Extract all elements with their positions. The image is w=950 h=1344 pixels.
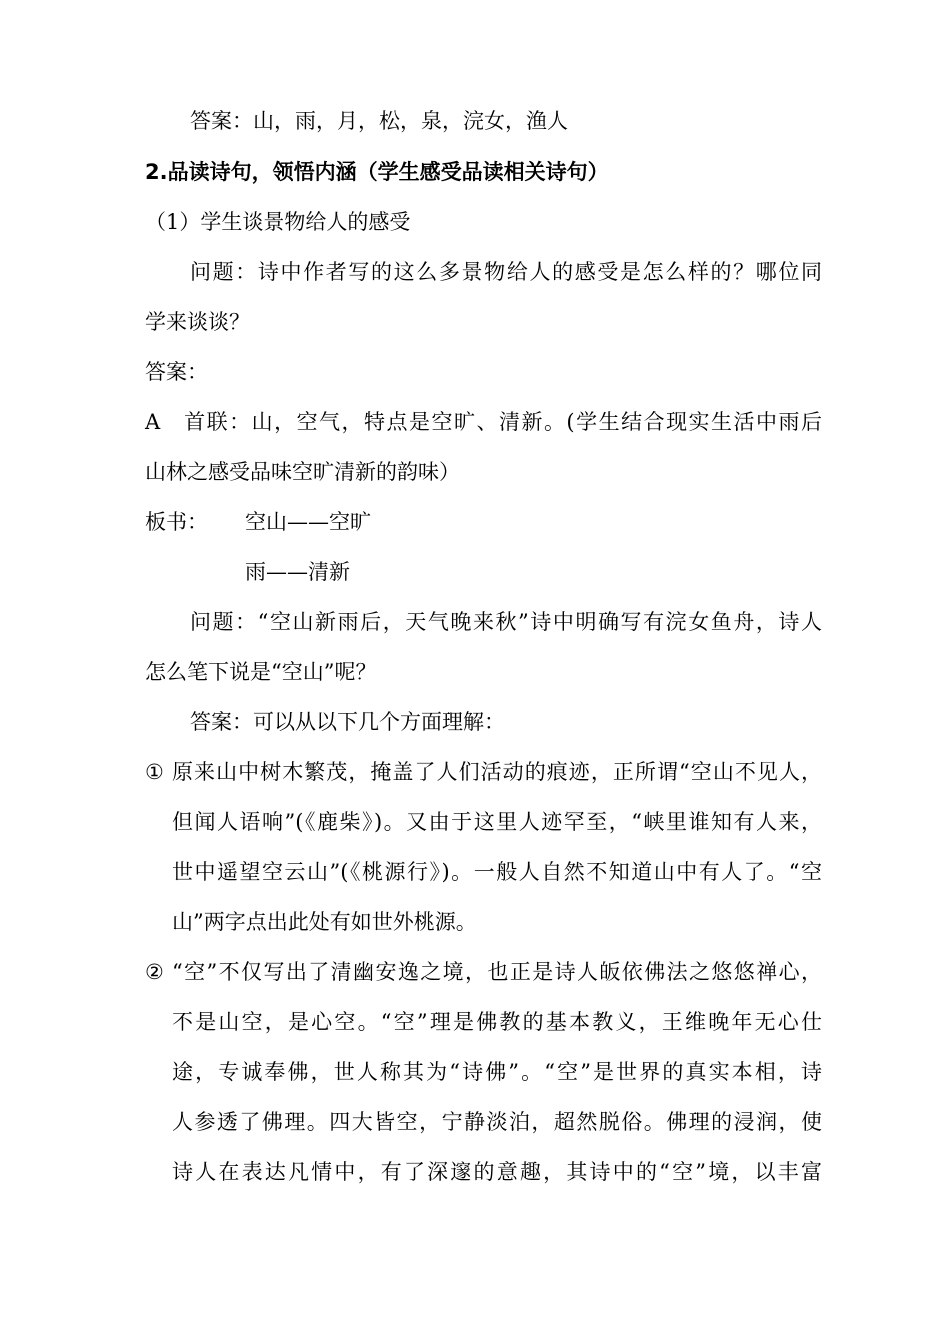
blackboard-item-2: 雨——清新 xyxy=(245,560,350,584)
answer2-intro: 答案：可以从以下几个方面理解： xyxy=(190,710,505,734)
section-heading-2: 2.品读诗句，领悟内涵（学生感受品读相关诗句） xyxy=(145,160,609,184)
answer-a-line-2: 山林之感受品味空旷清新的韵味） xyxy=(145,460,460,484)
point2-line-1: “空”不仅写出了清幽安逸之境，也正是诗人皈依佛法之悠悠禅心， xyxy=(172,960,822,984)
blackboard-label: 板书： xyxy=(145,510,208,534)
point2-line-2: 不是山空，是心空。“空”理是佛教的基本教义，王维晚年无心仕 xyxy=(172,1010,822,1034)
answer-line-scenery: 答案：山，雨，月，松，泉，浣女，渔人 xyxy=(190,109,568,133)
list-marker-2: ② xyxy=(145,960,164,984)
point1-line-2: 但闻人语响”(《鹿柴》)。又由于这里人迹罕至，“峡里谁知有人来， xyxy=(172,810,822,834)
point2-line-3: 途，专诚奉佛，世人称其为“诗佛”。“空”是世界的真实本相，诗 xyxy=(172,1060,822,1084)
question2-line-2: 怎么笔下说是“空山”呢？ xyxy=(145,660,377,684)
point1-line-4: 山”两字点出此处有如世外桃源。 xyxy=(172,910,477,934)
point2-line-4: 人参透了佛理。四大皆空，宁静淡泊，超然脱俗。佛理的浸润，使 xyxy=(172,1110,822,1134)
point1-line-1: 原来山中树木繁茂，掩盖了人们活动的痕迹，正所谓“空山不见人， xyxy=(172,760,822,784)
point1-line-3: 世中遥望空云山”(《桃源行》)。一般人自然不知道山中有人了。“空 xyxy=(172,860,822,884)
question-line-2: 学来谈谈？ xyxy=(145,310,250,334)
subsection-heading-1: （1）学生谈景物给人的感受 xyxy=(145,210,411,234)
point2-line-5: 诗人在表达凡情中，有了深邃的意趣，其诗中的“空”境，以丰富 xyxy=(172,1160,822,1184)
question2-line-1: 问题：“空山新雨后，天气晚来秋”诗中明确写有浣女鱼舟，诗人 xyxy=(190,610,822,634)
list-marker-1: ① xyxy=(145,760,164,784)
answer-label: 答案： xyxy=(145,360,208,384)
answer-a-line-1: A 首联：山，空气，特点是空旷、清新。(学生结合现实生活中雨后 xyxy=(145,410,822,434)
question-line-1: 问题：诗中作者写的这么多景物给人的感受是怎么样的？哪位同 xyxy=(190,260,822,284)
blackboard-item-1: 空山——空旷 xyxy=(245,510,371,534)
